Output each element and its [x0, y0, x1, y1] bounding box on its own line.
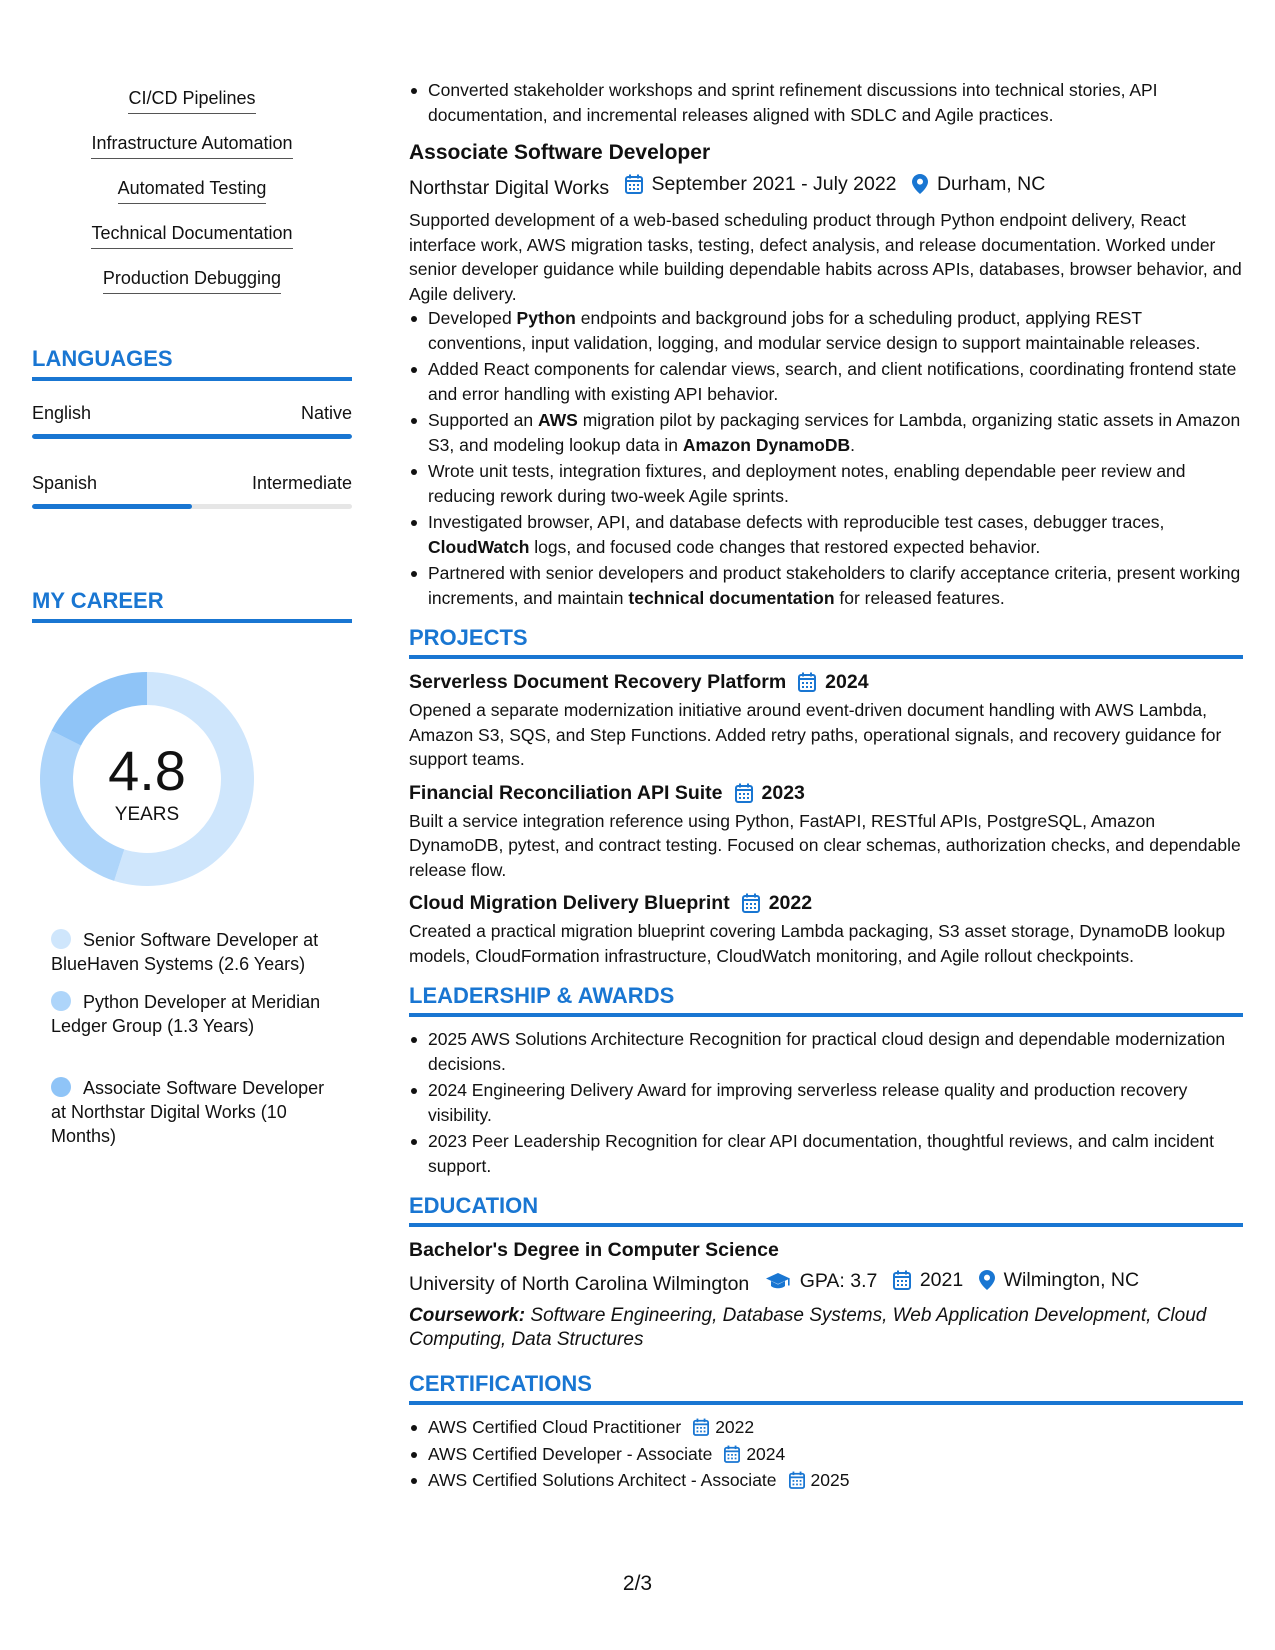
calendar-icon	[789, 1471, 805, 1489]
award-item: 2025 AWS Solutions Architecture Recognition for practical cloud design and dependable modernization decisions.	[409, 1027, 1243, 1076]
company-name: Northstar Digital Works	[409, 177, 610, 199]
skill-label: Automated Testing	[118, 178, 267, 204]
language-bar-fill	[32, 434, 352, 439]
language-bar-fill	[32, 504, 192, 509]
calendar-icon	[893, 1270, 911, 1290]
language-bar	[32, 504, 352, 509]
certifications-list	[409, 1415, 1243, 1493]
award-item: 2024 Engineering Delivery Award for improving serverless release quality and production recovery visibility.	[409, 1078, 1243, 1127]
job-bullets	[409, 306, 1243, 610]
career-total-value: 4.8	[108, 739, 186, 802]
bullet-item: Supported an AWS migration pilot by packaging services for Lambda, organizing static assets in Amazon S3, and modeling lookup data in Amazon DynamoDB.	[409, 408, 1243, 457]
job-meta	[409, 170, 1243, 202]
certification-year: 2025	[789, 1468, 850, 1493]
career-legend-item	[51, 928, 336, 976]
career-legend-item	[51, 1076, 336, 1148]
award-item: 2023 Peer Leadership Recognition for clear API documentation, thoughtful reviews, and calm incident support.	[409, 1129, 1243, 1178]
calendar-icon	[724, 1445, 740, 1463]
certification-year: 2022	[693, 1415, 754, 1440]
location-pin-icon	[912, 174, 928, 194]
graduation-year: 2021	[893, 1266, 963, 1294]
education-meta	[409, 1266, 1243, 1298]
calendar-icon	[798, 672, 816, 692]
bullet-item: Wrote unit tests, integration fixtures, and deployment notes, enabling dependable peer review and reducing rework during two-week Agile sprints.	[409, 459, 1243, 508]
job-location: Durham, NC	[912, 170, 1045, 198]
job-title: Associate Software Developer	[409, 141, 711, 164]
language-level: Native	[300, 403, 352, 423]
project-year: 2024	[798, 669, 868, 695]
skill-tag	[32, 178, 352, 204]
skill-tag	[32, 133, 352, 159]
skill-label: Infrastructure Automation	[91, 133, 292, 159]
bullet-item: Investigated browser, API, and database defects with reproducible test cases, debugger traces, CloudWatch logs, and focused code changes that restored expected behavior.	[409, 510, 1243, 559]
certification-item: AWS Certified Solutions Architect - Associate 2025	[409, 1468, 1243, 1493]
career-legend-item	[51, 990, 336, 1038]
gpa: GPA: 3.7	[765, 1267, 878, 1295]
project-year: 2023	[735, 780, 805, 806]
project-title: Financial Reconciliation API Suite 2023	[409, 781, 805, 804]
languages-heading: LANGUAGES	[32, 346, 352, 381]
language-bar	[32, 434, 352, 439]
career-heading: MY CAREER	[32, 588, 352, 623]
skill-label: Technical Documentation	[91, 223, 292, 249]
school-location: Wilmington, NC	[979, 1266, 1139, 1294]
skill-label: Production Debugging	[103, 268, 281, 294]
job-summary: Supported development of a web-based scheduling product through Python endpoint delivery, React interface work, AWS migration tasks, testing, defect analysis, and release documentation. Worked under senior developer guidance while building dependable habits across APIs, databases, browser behavior, and Agile delivery.	[409, 210, 1242, 304]
certification-item: AWS Certified Developer - Associate 2024	[409, 1442, 1243, 1467]
degree-title: Bachelor's Degree in Computer Science	[409, 1239, 779, 1261]
bullet-item: Converted stakeholder workshops and sprint refinement discussions into technical stories, API documentation, and incremental releases aligned with SDLC and Agile practices.	[409, 78, 1243, 127]
legend-dot-icon	[51, 991, 71, 1011]
skill-tag	[32, 268, 352, 294]
project-description: Created a practical migration blueprint covering Lambda packaging, S3 asset storage, DynamoDB lookup models, CloudFormation infrastructure, CloudWatch monitoring, and Agile rollout checkpoints.	[409, 921, 1226, 966]
bullet-item: Added React components for calendar views, search, and client notifications, coordinating frontend state and error handling with existing API behavior.	[409, 357, 1243, 406]
calendar-icon	[693, 1418, 709, 1436]
leadership-heading: LEADERSHIP & AWARDS	[409, 982, 1243, 1017]
skill-tag	[32, 223, 352, 249]
bullet-item: Developed Python endpoints and background jobs for a scheduling product, applying REST conventions, input validation, logging, and modular service design to support maintainable releases.	[409, 306, 1243, 355]
school-name: University of North Carolina Wilmington	[409, 1273, 750, 1295]
education-heading: EDUCATION	[409, 1192, 1243, 1227]
calendar-icon	[742, 893, 760, 913]
legend-dot-icon	[51, 1077, 71, 1097]
project-title: Cloud Migration Delivery Blueprint 2022	[409, 892, 813, 914]
certification-year: 2024	[724, 1442, 785, 1467]
skill-label: CI/CD Pipelines	[128, 88, 255, 114]
projects-heading: PROJECTS	[409, 624, 1243, 659]
career-donut-chart	[34, 666, 260, 892]
calendar-icon	[625, 174, 643, 194]
skill-tag	[32, 88, 352, 114]
right-column	[409, 78, 1243, 1493]
certification-item: AWS Certified Cloud Practitioner 2022	[409, 1415, 1243, 1440]
leadership-list	[409, 1027, 1243, 1178]
legend-label: Senior Software Developer at BlueHaven Systems (2.6 Years)	[51, 930, 319, 974]
job-dates: September 2021 - July 2022	[625, 170, 897, 198]
legend-label: Python Developer at Meridian Ledger Group (1.3 Years)	[51, 992, 321, 1036]
career-total-label: YEARS	[114, 804, 180, 825]
bullet-item: Partnered with senior developers and product stakeholders to clarify acceptance criteria, present working increments, and maintain technical documentation for released features.	[409, 561, 1243, 610]
project-description: Built a service integration reference using Python, FastAPI, RESTful APIs, PostgreSQL, Amazon DynamoDB, pytest, and contract testing. Focused on clear schemas, authorization checks, and dependable release flow.	[409, 810, 1241, 880]
calendar-icon	[735, 783, 753, 803]
project-year: 2022	[742, 890, 812, 916]
language-name: English	[32, 403, 92, 423]
certifications-heading: CERTIFICATIONS	[409, 1370, 1243, 1405]
page-number: 2/3	[622, 1572, 653, 1595]
project-description: Opened a separate modernization initiative around event-driven document handling with AWS Lambda, Amazon S3, SQS, and Step Functions. Added retry paths, operational signals, and recovery guidance for support teams.	[409, 700, 1222, 769]
coursework: Coursework: Software Engineering, Database Systems, Web Application Development, Cloud Computing, Data Structures	[409, 1305, 1207, 1350]
language-level: Intermediate	[251, 473, 352, 493]
language-name: Spanish	[32, 473, 98, 493]
legend-dot-icon	[51, 929, 71, 949]
location-pin-icon	[979, 1270, 995, 1290]
prev-job-bullets	[409, 78, 1243, 127]
donut-segment	[52, 672, 147, 746]
legend-label: Associate Software Developer at Northstar Digital Works (10 Months)	[51, 1078, 325, 1146]
project-title: Serverless Document Recovery Platform 2024	[409, 671, 869, 693]
graduation-cap-icon	[765, 1272, 791, 1290]
